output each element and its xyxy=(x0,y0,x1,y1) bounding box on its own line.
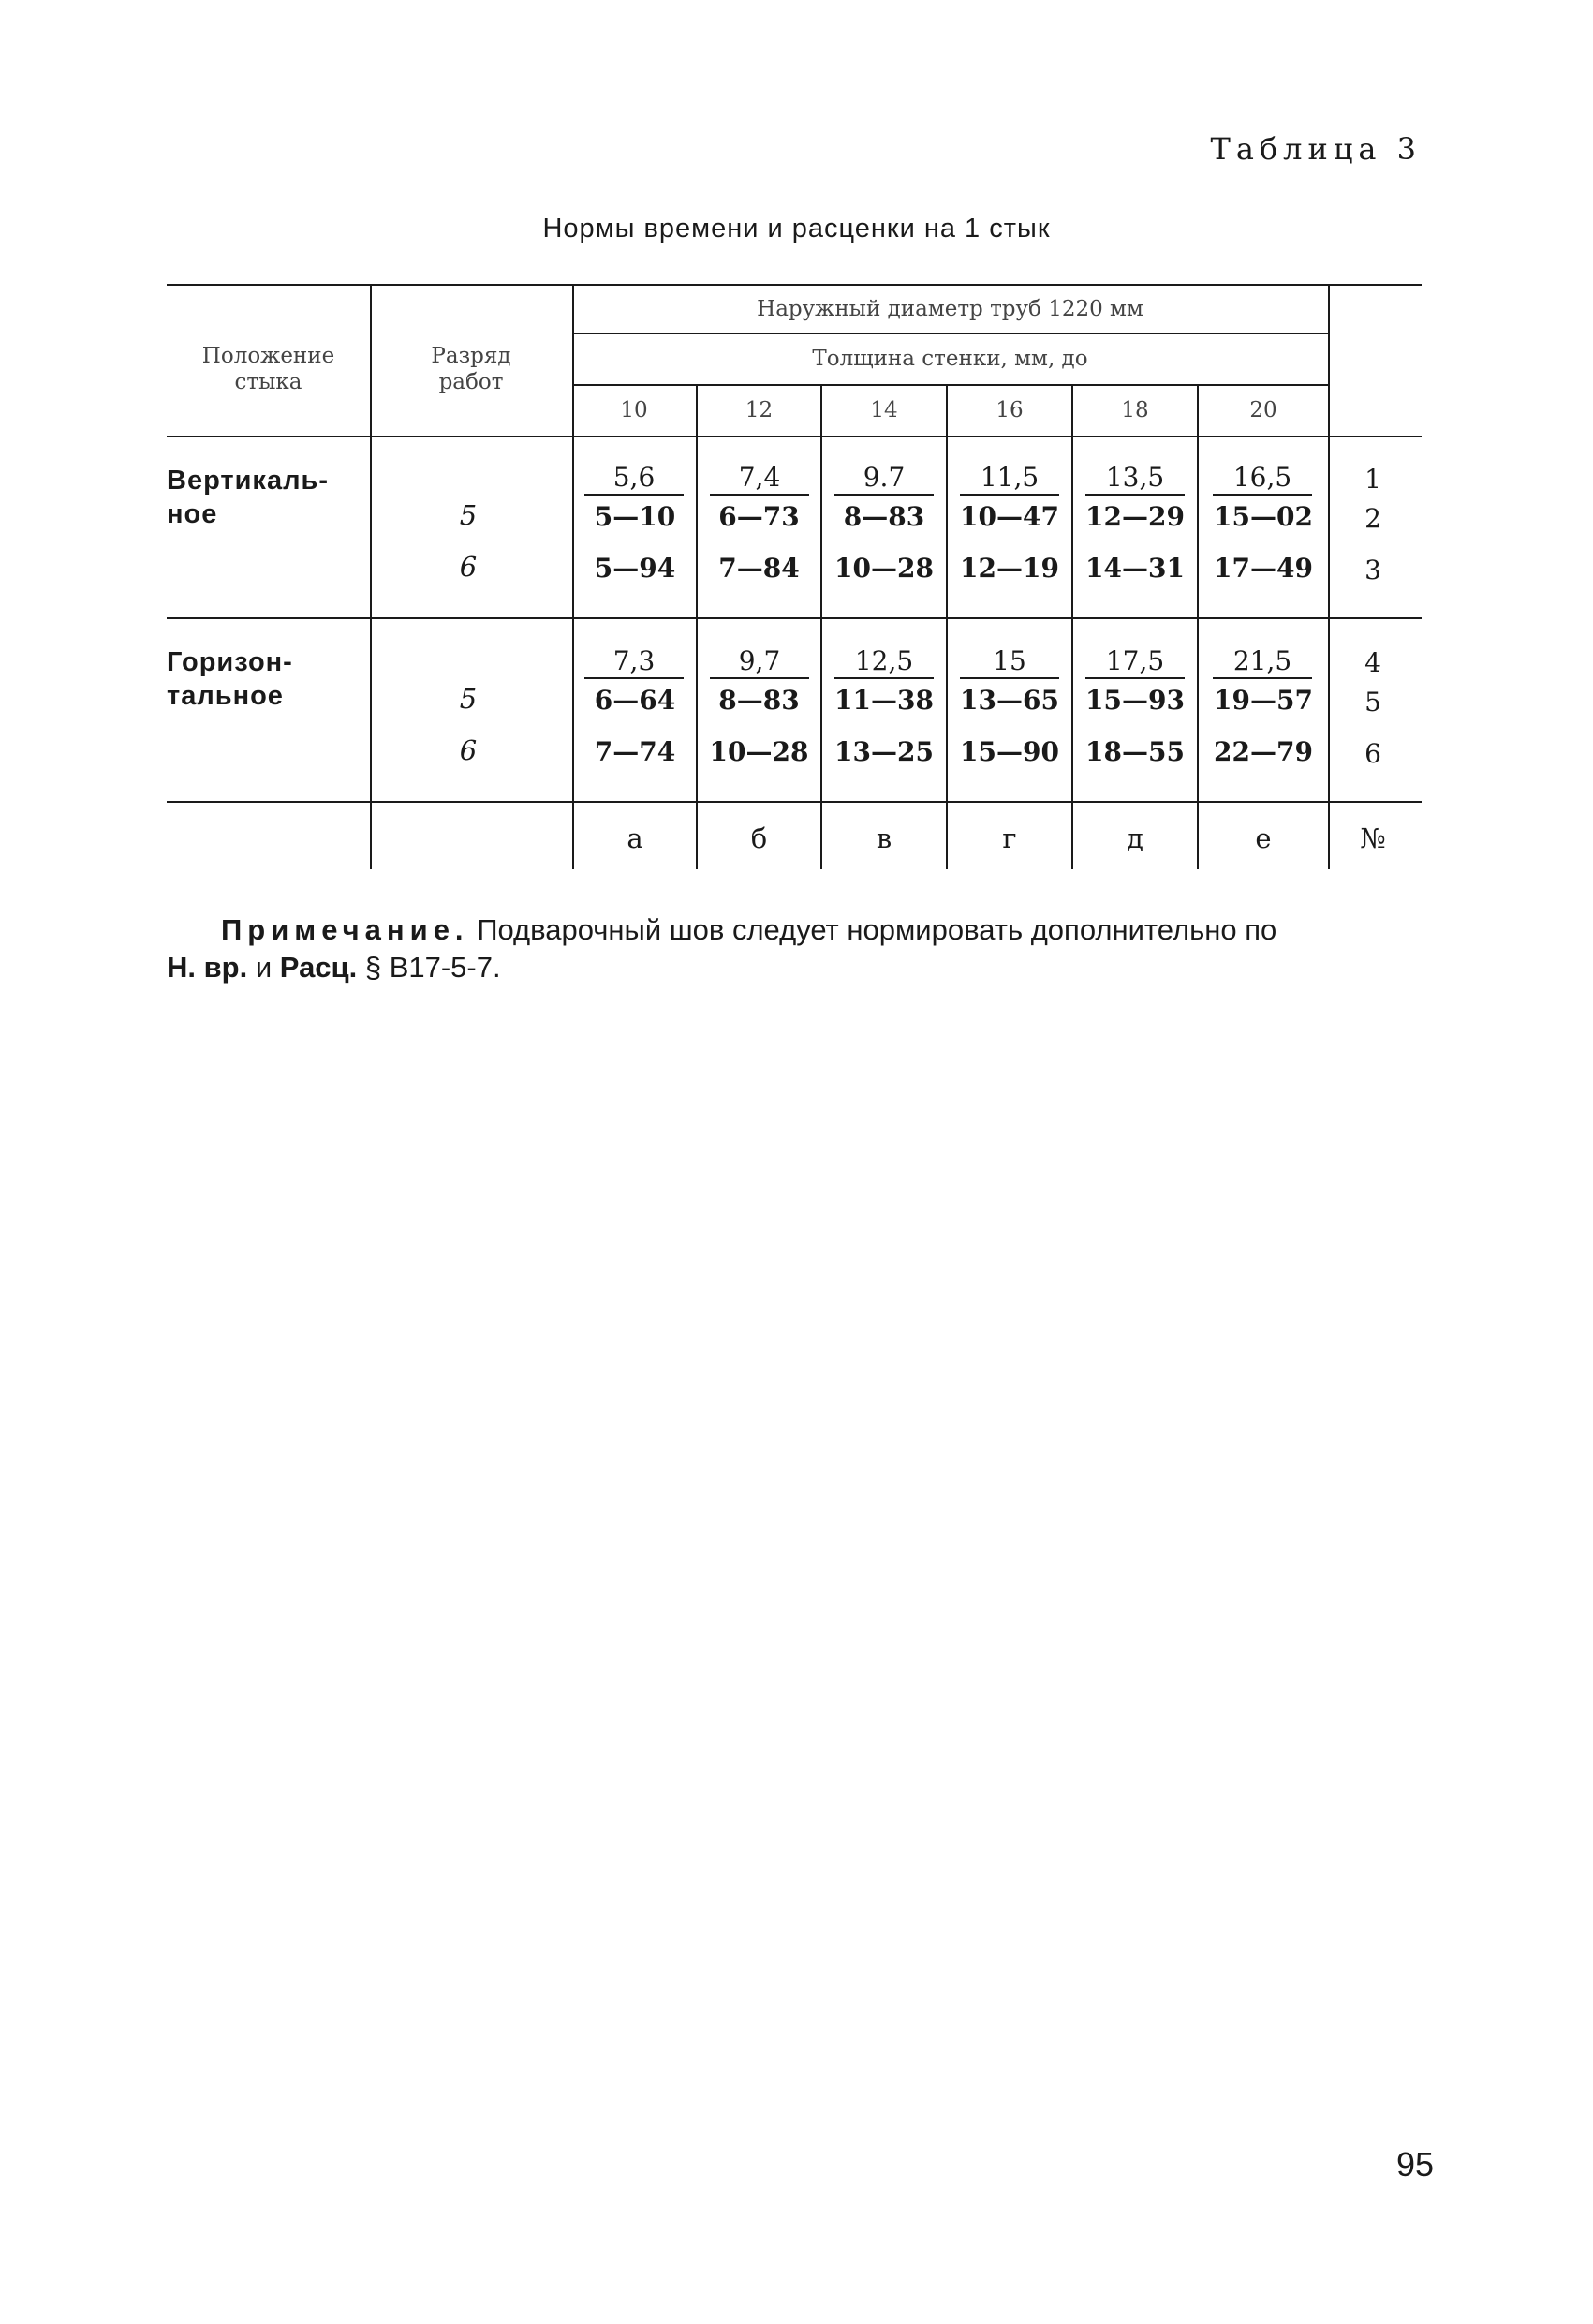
header-thickness-10: 10 xyxy=(620,397,648,422)
number-sign: № xyxy=(1360,822,1386,854)
page-number: 95 xyxy=(1395,2145,1434,2183)
footnote xyxy=(167,911,1429,986)
price5-horizontal-e: 15—93 xyxy=(1085,685,1185,716)
price5-vertical-a: 5—10 xyxy=(594,501,676,532)
price6-horizontal-e: 18—55 xyxy=(1085,736,1185,767)
price6-vertical-d: 12—19 xyxy=(960,553,1059,584)
price6-horizontal-c: 13—25 xyxy=(834,736,934,767)
column-letter-e: д xyxy=(1127,822,1143,854)
note-ref-price: Расц. xyxy=(279,951,358,984)
col-rule-5 xyxy=(1071,384,1073,869)
row-number-4: 4 xyxy=(1364,647,1381,678)
table-title: Нормы времени и расценки на 1 стык xyxy=(542,214,1051,244)
column-letter-d: г xyxy=(1002,822,1017,854)
note-text: Подварочный шов следует нормировать дополнительно по xyxy=(477,913,1277,946)
row-number-5: 5 xyxy=(1364,687,1381,718)
norm-horizontal-a: 7,3 xyxy=(584,645,684,679)
price6-horizontal-f: 22—79 xyxy=(1214,736,1313,767)
col-rule-3 xyxy=(820,384,822,869)
norm-horizontal-b: 9,7 xyxy=(710,645,809,679)
price5-vertical-f: 15—02 xyxy=(1214,501,1313,532)
column-letter-a: а xyxy=(627,822,643,854)
row-label-vertical xyxy=(167,464,329,531)
header-thickness-14: 14 xyxy=(870,397,898,422)
price5-horizontal-d: 13—65 xyxy=(960,685,1059,716)
col-rule-6 xyxy=(1197,384,1199,869)
row-label-horizontal xyxy=(167,645,293,713)
norm-vertical-b: 7,4 xyxy=(710,462,809,496)
header-diameter: Наружный диаметр труб 1220 мм xyxy=(757,297,1143,322)
col-rule-2 xyxy=(696,384,698,869)
price6-horizontal-a: 7—74 xyxy=(594,736,676,767)
row-number-2: 2 xyxy=(1364,503,1381,534)
row-label-horizontal-line2: тальное xyxy=(167,681,284,711)
header-rank xyxy=(370,333,572,407)
price5-horizontal-b: 8—83 xyxy=(718,685,800,716)
rank-horizontal-5: 5 xyxy=(459,683,478,715)
price6-vertical-c: 10—28 xyxy=(834,553,934,584)
norm-vertical-d: 11,5 xyxy=(960,462,1059,496)
row-number-1: 1 xyxy=(1364,464,1381,495)
price6-vertical-a: 5—94 xyxy=(594,553,676,584)
price6-horizontal-b: 10—28 xyxy=(709,736,809,767)
note-ref-section: § В17-5-7. xyxy=(364,951,501,984)
price6-vertical-e: 14—31 xyxy=(1085,553,1185,584)
row-label-vertical-line2: ное xyxy=(167,499,218,529)
row-number-6: 6 xyxy=(1364,738,1381,769)
price5-horizontal-a: 6—64 xyxy=(594,685,676,716)
price6-vertical-b: 7—84 xyxy=(718,553,800,584)
col-rule-number xyxy=(1328,284,1330,869)
norm-vertical-e: 13,5 xyxy=(1085,462,1185,496)
rank-vertical-6: 6 xyxy=(459,551,478,583)
header-rank-line1: Разряд xyxy=(431,344,511,369)
row-label-horizontal-line1: Горизон- xyxy=(167,647,293,677)
row-number-3: 3 xyxy=(1364,555,1381,585)
note-label: Примечание. xyxy=(221,913,469,946)
header-position-line2: стыка xyxy=(234,370,302,394)
norms-table xyxy=(167,284,1422,869)
column-letter-b: б xyxy=(750,822,768,854)
col-rule-4 xyxy=(946,384,948,869)
price6-horizontal-d: 15—90 xyxy=(960,736,1059,767)
norm-horizontal-c: 12,5 xyxy=(834,645,934,679)
norm-vertical-a: 5,6 xyxy=(584,462,684,496)
norm-vertical-c: 9.7 xyxy=(834,462,934,496)
header-thickness-20: 20 xyxy=(1249,397,1277,422)
price5-horizontal-f: 19—57 xyxy=(1214,685,1313,716)
rank-vertical-5: 5 xyxy=(459,499,478,531)
price5-vertical-c: 8—83 xyxy=(843,501,925,532)
rank-horizontal-6: 6 xyxy=(459,734,478,766)
header-bottom-rule xyxy=(167,436,1422,437)
norm-horizontal-f: 21,5 xyxy=(1213,645,1312,679)
price5-vertical-d: 10—47 xyxy=(960,501,1059,532)
price5-vertical-e: 12—29 xyxy=(1085,501,1185,532)
table-bottom-rule xyxy=(167,801,1422,803)
header-position-line1: Положение xyxy=(201,344,335,369)
header-position xyxy=(167,333,370,407)
norm-vertical-f: 16,5 xyxy=(1213,462,1312,496)
price5-vertical-b: 6—73 xyxy=(718,501,800,532)
header-thickness-18: 18 xyxy=(1121,397,1149,422)
note-reference xyxy=(167,949,1429,986)
price6-vertical-f: 17—49 xyxy=(1214,553,1313,584)
table-label: Таблица 3 xyxy=(1210,131,1422,167)
header-thickness-12: 12 xyxy=(745,397,774,422)
header-thickness-16: 16 xyxy=(996,397,1024,422)
note-ref-norm: Н. вр. xyxy=(167,951,248,984)
header-rank-line2: работ xyxy=(438,370,504,394)
column-letter-f: е xyxy=(1255,822,1272,854)
note-ref-and: и xyxy=(255,951,273,984)
row-label-vertical-line1: Вертикаль- xyxy=(167,466,329,496)
norm-horizontal-d: 15 xyxy=(960,645,1059,679)
norm-horizontal-e: 17,5 xyxy=(1085,645,1185,679)
table-top-rule xyxy=(167,284,1422,286)
price5-horizontal-c: 11—38 xyxy=(834,685,934,716)
group-separator-rule xyxy=(167,617,1422,619)
header-thickness: Толщина стенки, мм, до xyxy=(812,346,1088,371)
column-letter-c: в xyxy=(876,822,892,854)
